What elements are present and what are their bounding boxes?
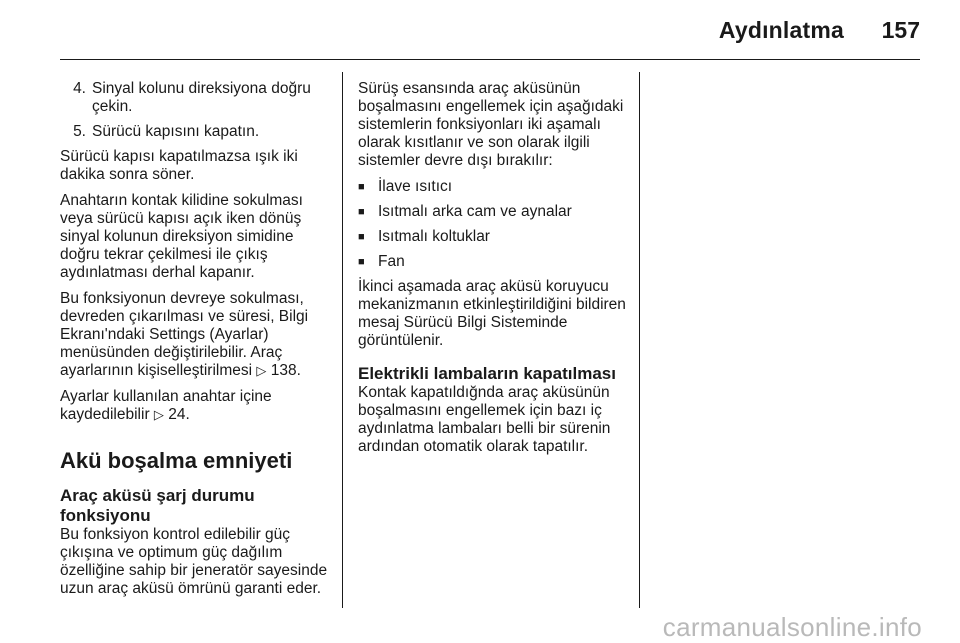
square-bullet-icon: ■ <box>358 181 365 193</box>
page-ref-link[interactable]: 138. <box>270 362 301 379</box>
page-header <box>0 0 960 62</box>
square-bullet-icon: ■ <box>358 231 365 243</box>
subsection-heading: Araç aküsü şarj durumu fonksiyonu <box>60 486 255 525</box>
paragraph-text: Bu fonksiyonun devreye sokulması, devreden çıkarılması ve süresi, Bilgi Ekranı'ndaki Settings (Ayarlar) menüsünden değiştirilebilir. Araç ayarlarının kişiselleştirilmesi <box>60 290 309 379</box>
section-heading: Akü boşalma emniyeti <box>60 448 293 473</box>
square-bullet-icon: ■ <box>358 256 365 268</box>
list-item-text: İlave ısıtıcı <box>378 178 453 195</box>
list-item <box>358 228 628 246</box>
page-number: 157 <box>881 17 920 43</box>
list-item <box>358 203 628 221</box>
column-divider-1 <box>342 72 343 608</box>
middle-column <box>358 80 628 464</box>
list-item <box>358 253 628 271</box>
step-number: 5. <box>73 123 86 140</box>
watermark: carmanualsonline.info <box>662 612 922 642</box>
list-item-text: Isıtmalı koltuklar <box>378 228 490 245</box>
page-ref-arrow-icon: ▷ <box>153 407 164 422</box>
paragraph: Bu fonksiyon kontrol edilebilir güç çıkışına ve optimum güç dağılım özelliğine sahip bir jeneratör sayesinde uzun araç aküsü ömrünü garanti eder. <box>60 526 328 597</box>
column-divider-2 <box>639 72 640 608</box>
step-number: 4. <box>73 80 86 97</box>
list-item <box>358 178 628 196</box>
page-ref-link[interactable]: 24. <box>168 406 190 423</box>
header-divider <box>60 59 920 60</box>
step-text: Sinyal kolunu direksiyona doğru çekin. <box>92 80 311 115</box>
step-text: Sürücü kapısını kapatın. <box>92 123 260 140</box>
paragraph: İkinci aşamada araç aküsü koruyucu mekanizmanın etkinleştirildiğini bildiren mesaj Sürücü Bilgi Sisteminde görüntülenir. <box>358 278 626 349</box>
subsection-heading: Elektrikli lambaların kapatılması <box>358 364 616 383</box>
paragraph: Kontak kapatıldığnda araç aküsünün boşalmasını engellemek için bazı iç aydınlatma lambaları belli bir sürenin ardından otomatik olarak tapatılır. <box>358 384 611 455</box>
paragraph-text: Ayarlar kullanılan anahtar içine kaydedilebilir <box>60 388 272 423</box>
paragraph: Sürüş esansında araç aküsünün boşalmasını engellemek için aşağıdaki sistemlerin fonksiyonları iki aşamalı olarak kısıtlanır ve son olarak ilgili sistemler devre dışı bırakılır: <box>358 80 624 169</box>
square-bullet-icon: ■ <box>358 206 365 218</box>
list-item-text: Fan <box>378 253 405 270</box>
step-item <box>60 123 328 141</box>
section-title: Aydınlatma <box>718 17 844 43</box>
paragraph <box>60 388 328 424</box>
page-ref-arrow-icon: ▷ <box>256 363 267 378</box>
paragraph <box>60 290 328 380</box>
list-item-text: Isıtmalı arka cam ve aynalar <box>378 203 572 220</box>
paragraph: Sürücü kapısı kapatılmazsa ışık iki dakika sonra söner. <box>60 148 298 183</box>
step-item <box>60 80 328 116</box>
paragraph: Anahtarın kontak kilidine sokulması veya sürücü kapısı açık iken dönüş sinyal kolunun direksiyon simidine doğru tekrar çekilmesi ile çıkış aydınlatması derhal kapanır. <box>60 192 303 281</box>
left-column <box>60 80 328 606</box>
